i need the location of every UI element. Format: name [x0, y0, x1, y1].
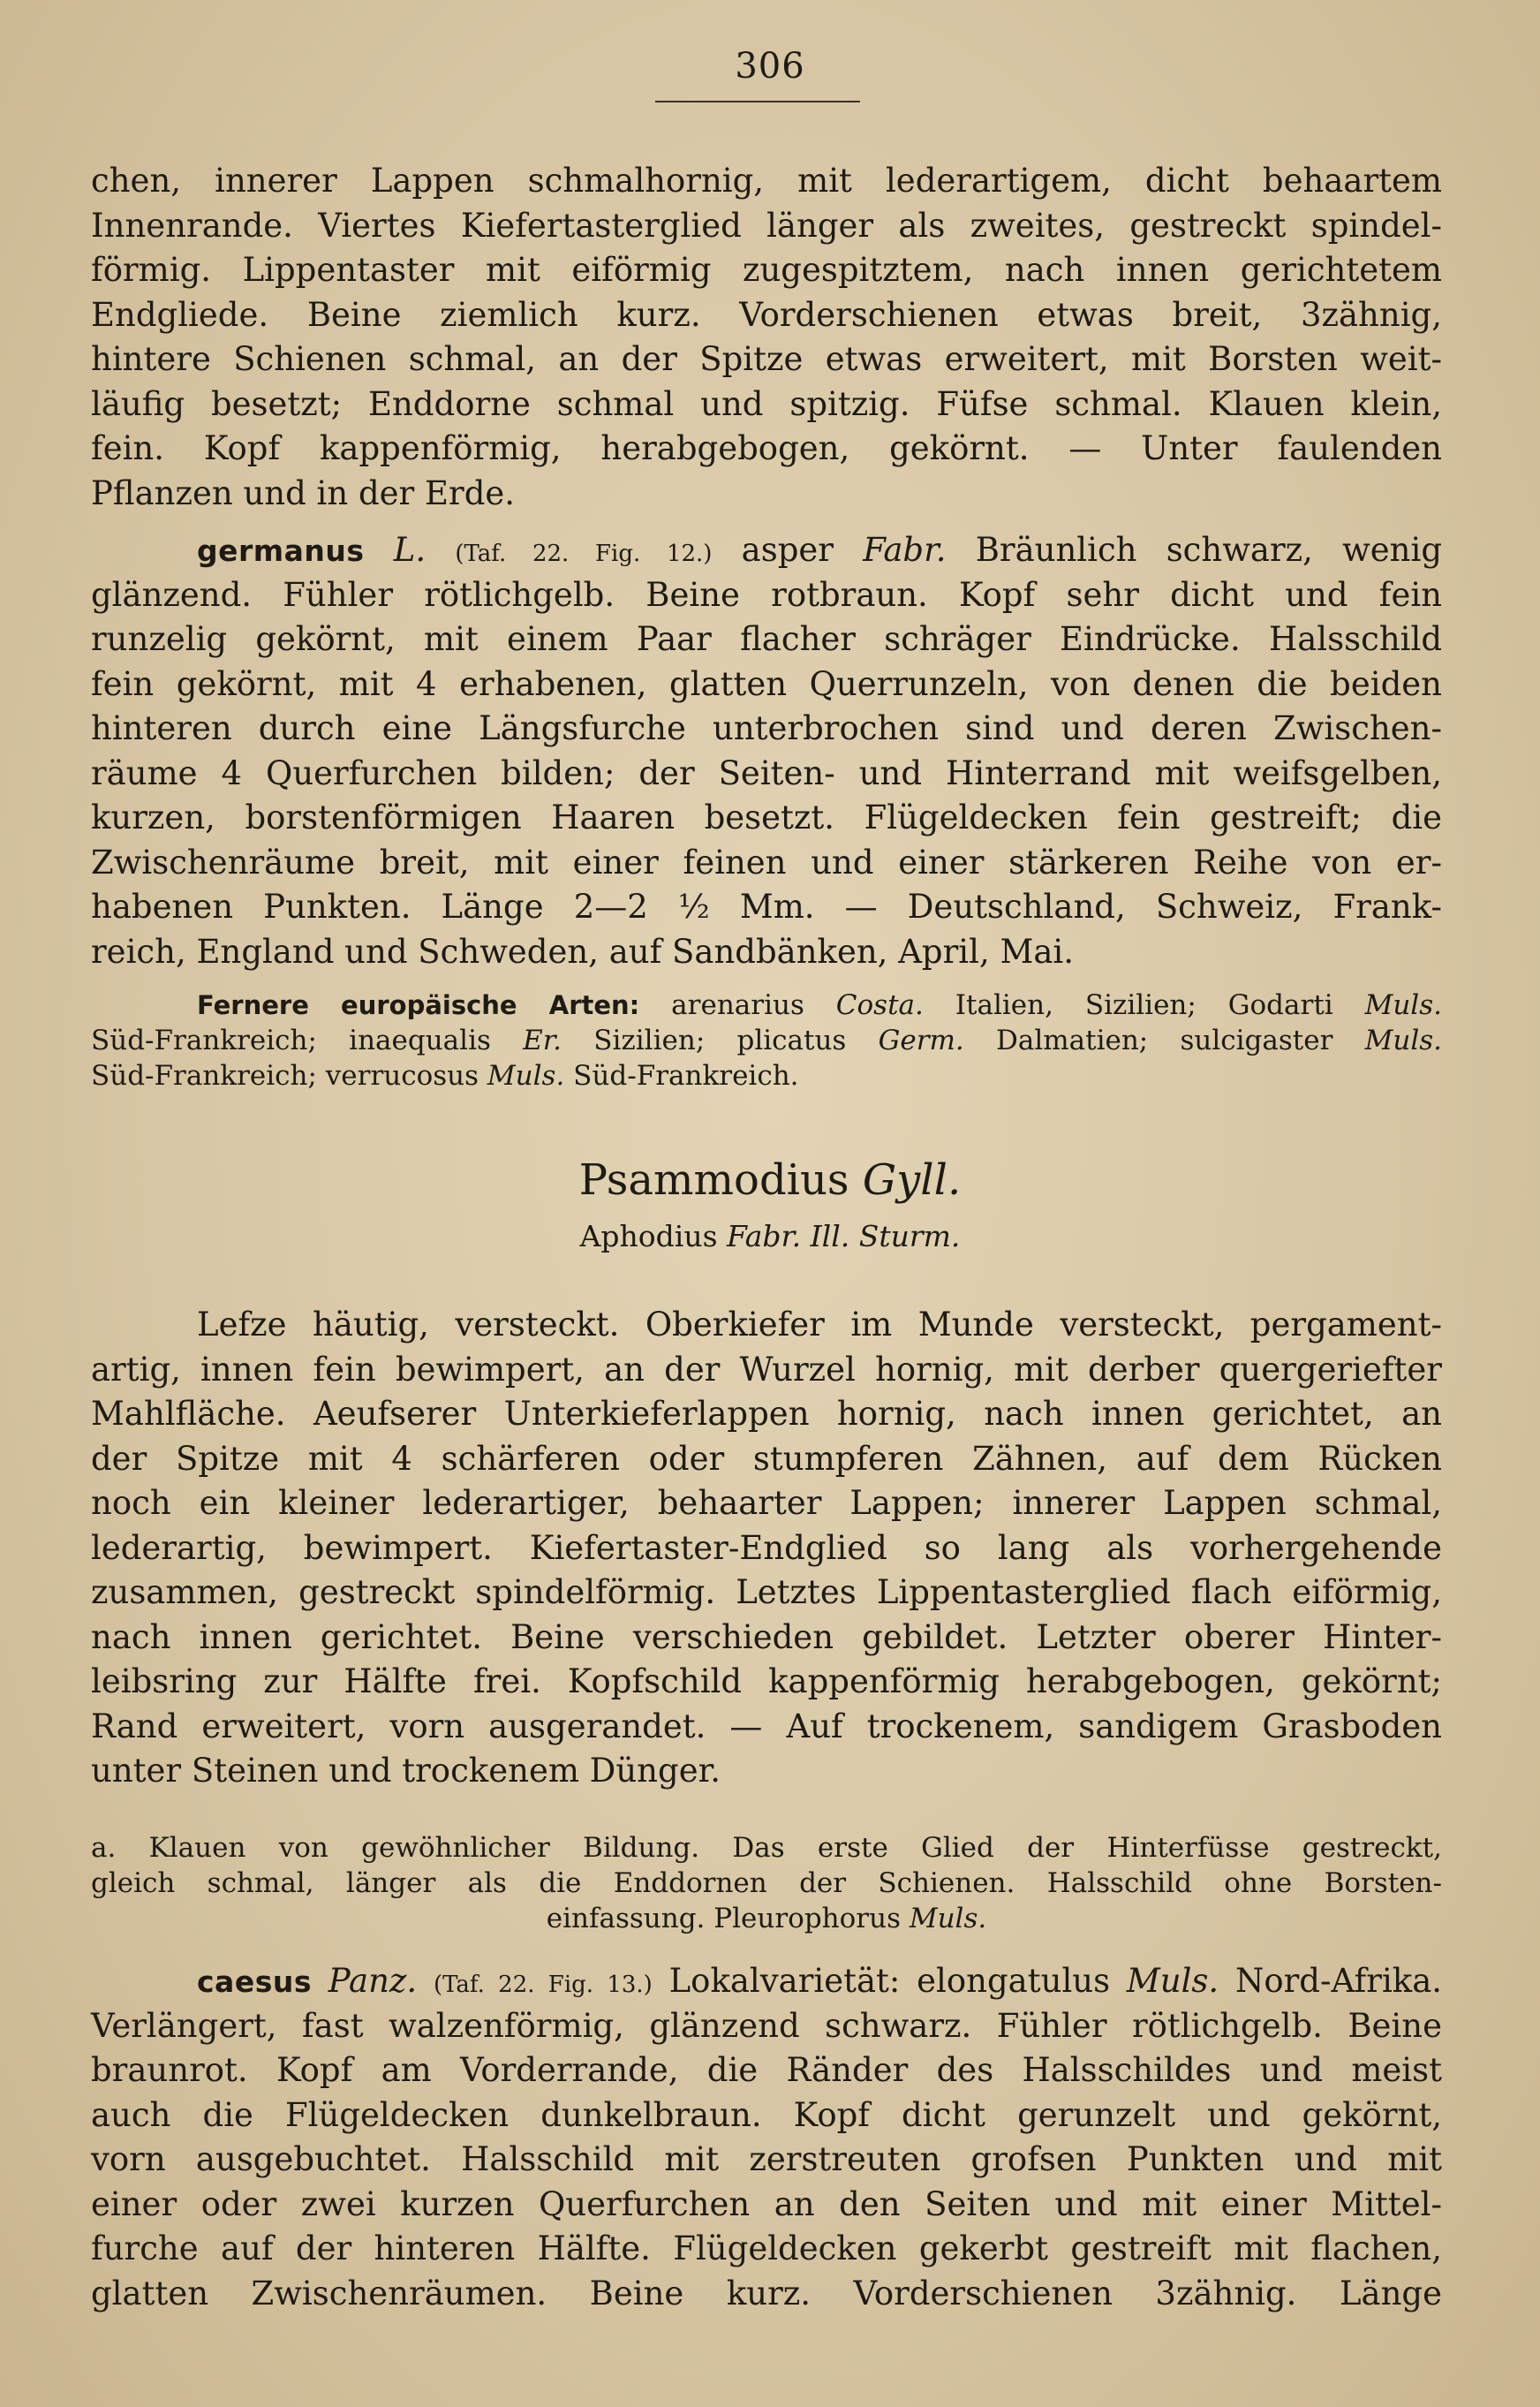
species-author: Muls. [487, 1060, 565, 1092]
species-heading-line [91, 1959, 1442, 2004]
text-line: a. Klauen von gewöhnlicher Bildung. Das erste Glied der Hinterfüsse gestreckt, [91, 1832, 1442, 1864]
species-author: L. [393, 531, 427, 569]
species-ref: Dalmatien; sulcigaster [996, 1025, 1333, 1056]
text-line: habenen Punkten. Länge 2—2 ½ Mm. — Deutschland, Schweiz, Frank- [91, 888, 1442, 926]
synonym-name: Aphodius [579, 1219, 718, 1253]
text-line: lederartig, bewimpert. Kiefertaster-Endglied so lang als vorhergehende [91, 1528, 1442, 1567]
text-line: förmig. Lippentaster mit eiförmig zugespitztem, nach innen gerichtetem [91, 251, 1442, 289]
species-caesus [91, 1959, 1442, 2316]
text-line: zusammen, gestreckt spindelförmig. Letztes Lippentasterglied flach eiförmig, [91, 1573, 1442, 1611]
species-name: caesus [197, 1964, 312, 1999]
subgenus-author: Muls. [909, 1903, 987, 1934]
species-author: Er. [523, 1025, 562, 1056]
species-heading-line [91, 528, 1442, 573]
species-ref: Italien, Sizilien; Godarti [955, 989, 1333, 1021]
species-ref: Sizilien; plicatus [593, 1025, 847, 1056]
species-author: Germ. [878, 1025, 964, 1056]
species-ref: Süd-Frankreich; verrucosus [91, 1060, 479, 1092]
text-line: der Spitze mit 4 schärferen oder stumpferen Zähnen, auf dem Rücken [91, 1439, 1442, 1478]
text-line: gleich schmal, länger als die Enddornen der Schienen. Halsschild ohne Borsten- [91, 1867, 1442, 1899]
further-species-line [91, 988, 1442, 1023]
text-line: räume 4 Querfurchen bilden; der Seiten- und Hinterrand mit weifsgelben, [91, 753, 1442, 792]
further-species-line [91, 1023, 1442, 1058]
subgenus-ref: einfassung. Pleurophorus [546, 1903, 901, 1934]
synonym-author: Fabr. [863, 531, 947, 569]
species-author: Muls. [1364, 989, 1442, 1021]
text-line: vorn ausgebuchtet. Halsschild mit zerstreuten grofsen Punkten und mit [91, 2140, 1442, 2178]
variety-author: Muls. [1126, 1962, 1219, 2000]
figure-reference: (Taf. 22. Fig. 12.) [455, 541, 713, 567]
further-species-label: Fernere europäische Arten: [197, 990, 640, 1020]
text-line: fein. Kopf kappenförmig, herabgebogen, gekörnt. — Unter faulenden [91, 429, 1442, 467]
text-line: nach innen gerichtet. Beine verschieden gebildet. Letzter oberer Hinter- [91, 1617, 1442, 1656]
key-entry-a [91, 1830, 1442, 1936]
text-line: Zwischenräume breit, mit einer feinen und einer stärkeren Reihe von er- [91, 843, 1442, 882]
text-line: Lefze häutig, versteckt. Oberkiefer im Munde versteckt, pergament- [197, 1306, 1442, 1344]
text-line: glänzend. Fühler rötlichgelb. Beine rotbraun. Kopf sehr dicht und fein [91, 575, 1442, 614]
text-line [91, 1901, 1442, 1936]
further-species-line [91, 1058, 1442, 1094]
text-line: braunrot. Kopf am Vorderrande, die Ränder des Halsschildes und meist [91, 2051, 1442, 2089]
species-ref: Süd-Frankreich; inaequalis [91, 1025, 491, 1056]
synonym-name: asper [741, 531, 834, 569]
variety-locality: Nord-Afrika. [1234, 1962, 1443, 2000]
genus-author: Gyll. [862, 1155, 962, 1205]
text-line: hinteren durch eine Längsfurche unterbrochen sind und deren Zwischen- [91, 709, 1442, 747]
text-line: leibsring zur Hälfte frei. Kopfschild kappenförmig herabgebogen, gekörnt; [91, 1662, 1442, 1700]
text-line: Rand erweitert, vorn ausgerandet. — Auf trockenem, sandigem Grasboden [91, 1707, 1442, 1745]
text-line: unter Steinen und trockenem Dünger. [91, 1752, 721, 1790]
text-line: läufig besetzt; Enddorne schmal und spitzig. Füfse schmal. Klauen klein, [91, 384, 1442, 423]
text-line: reich, England und Schweden, auf Sandbänken, April, Mai. [91, 932, 1075, 971]
text-line: runzelig gekörnt, mit einem Paar flacher schräger Eindrücke. Halsschild [91, 620, 1442, 658]
species-ref: arenarius [671, 989, 804, 1021]
page-number: 306 [735, 46, 805, 87]
genus-name: Psammodius [578, 1155, 849, 1205]
text-line: Innenrande. Viertes Kiefertasterglied länger als zweites, gestreckt spindel- [91, 206, 1442, 245]
text-line: glatten Zwischenräumen. Beine kurz. Vorderschienen 3zähnig. Länge [91, 2274, 1442, 2312]
text-line: Pflanzen und in der Erde. [91, 473, 516, 512]
text-line: hintere Schienen schmal, an der Spitze etwas erweitert, mit Borsten weit- [91, 340, 1442, 378]
species-author: Muls. [1364, 1025, 1443, 1056]
figure-reference: (Taf. 22. Fig. 13.) [433, 1972, 653, 1998]
genus-synonym [0, 1219, 1540, 1253]
text-line: fein gekörnt, mit 4 erhabenen, glatten Querrunzeln, von denen die beiden [91, 664, 1442, 703]
synonym-authors: Fabr. Ill. Sturm. [727, 1219, 961, 1253]
further-species [91, 988, 1442, 1094]
header-rule [655, 101, 860, 102]
text-line: noch ein kleiner lederartiger, behaarter Lappen; innerer Lappen schmal, [91, 1484, 1442, 1522]
species-author: Costa. [835, 989, 924, 1021]
description-start: Bräunlich schwarz, wenig [975, 531, 1443, 569]
text-line: artig, innen fein bewimpert, an der Wurzel hornig, mit derber quergeriefter [91, 1350, 1442, 1389]
genus-description [91, 1303, 1442, 1794]
species-ref: Süd-Frankreich. [573, 1060, 799, 1092]
species-author: Panz. [328, 1962, 418, 2000]
text-line: kurzen, borstenförmigen Haaren besetzt. Flügeldecken fein gestreift; die [91, 799, 1442, 836]
species-name: germanus [197, 534, 365, 568]
paragraph-continuation [91, 159, 1442, 516]
species-germanus [91, 528, 1442, 974]
text-line: furche auf der hinteren Hälfte. Flügeldecken gekerbt gestreift mit flachen, [91, 2229, 1442, 2267]
text-line: Endgliede. Beine ziemlich kurz. Vorderschienen etwas breit, 3zähnig, [91, 295, 1442, 334]
variety-label: Lokalvarietät: elongatulus [668, 1962, 1111, 2000]
text-line: Verlängert, fast walzenförmig, glänzend schwarz. Fühler rötlichgelb. Beine [91, 2006, 1442, 2045]
text-line: auch die Flügeldecken dunkelbraun. Kopf dicht gerunzelt und gekörnt, [91, 2095, 1442, 2134]
text-line: einer oder zwei kurzen Querfurchen an den Seiten und mit einer Mittel- [91, 2184, 1442, 2223]
genus-heading [0, 1155, 1540, 1205]
text-line: Mahlfläche. Aeufserer Unterkieferlappen hornig, nach innen gerichtet, an [91, 1395, 1442, 1433]
text-line: chen, innerer Lappen schmalhornig, mit lederartigem, dicht behaartem [91, 162, 1442, 200]
